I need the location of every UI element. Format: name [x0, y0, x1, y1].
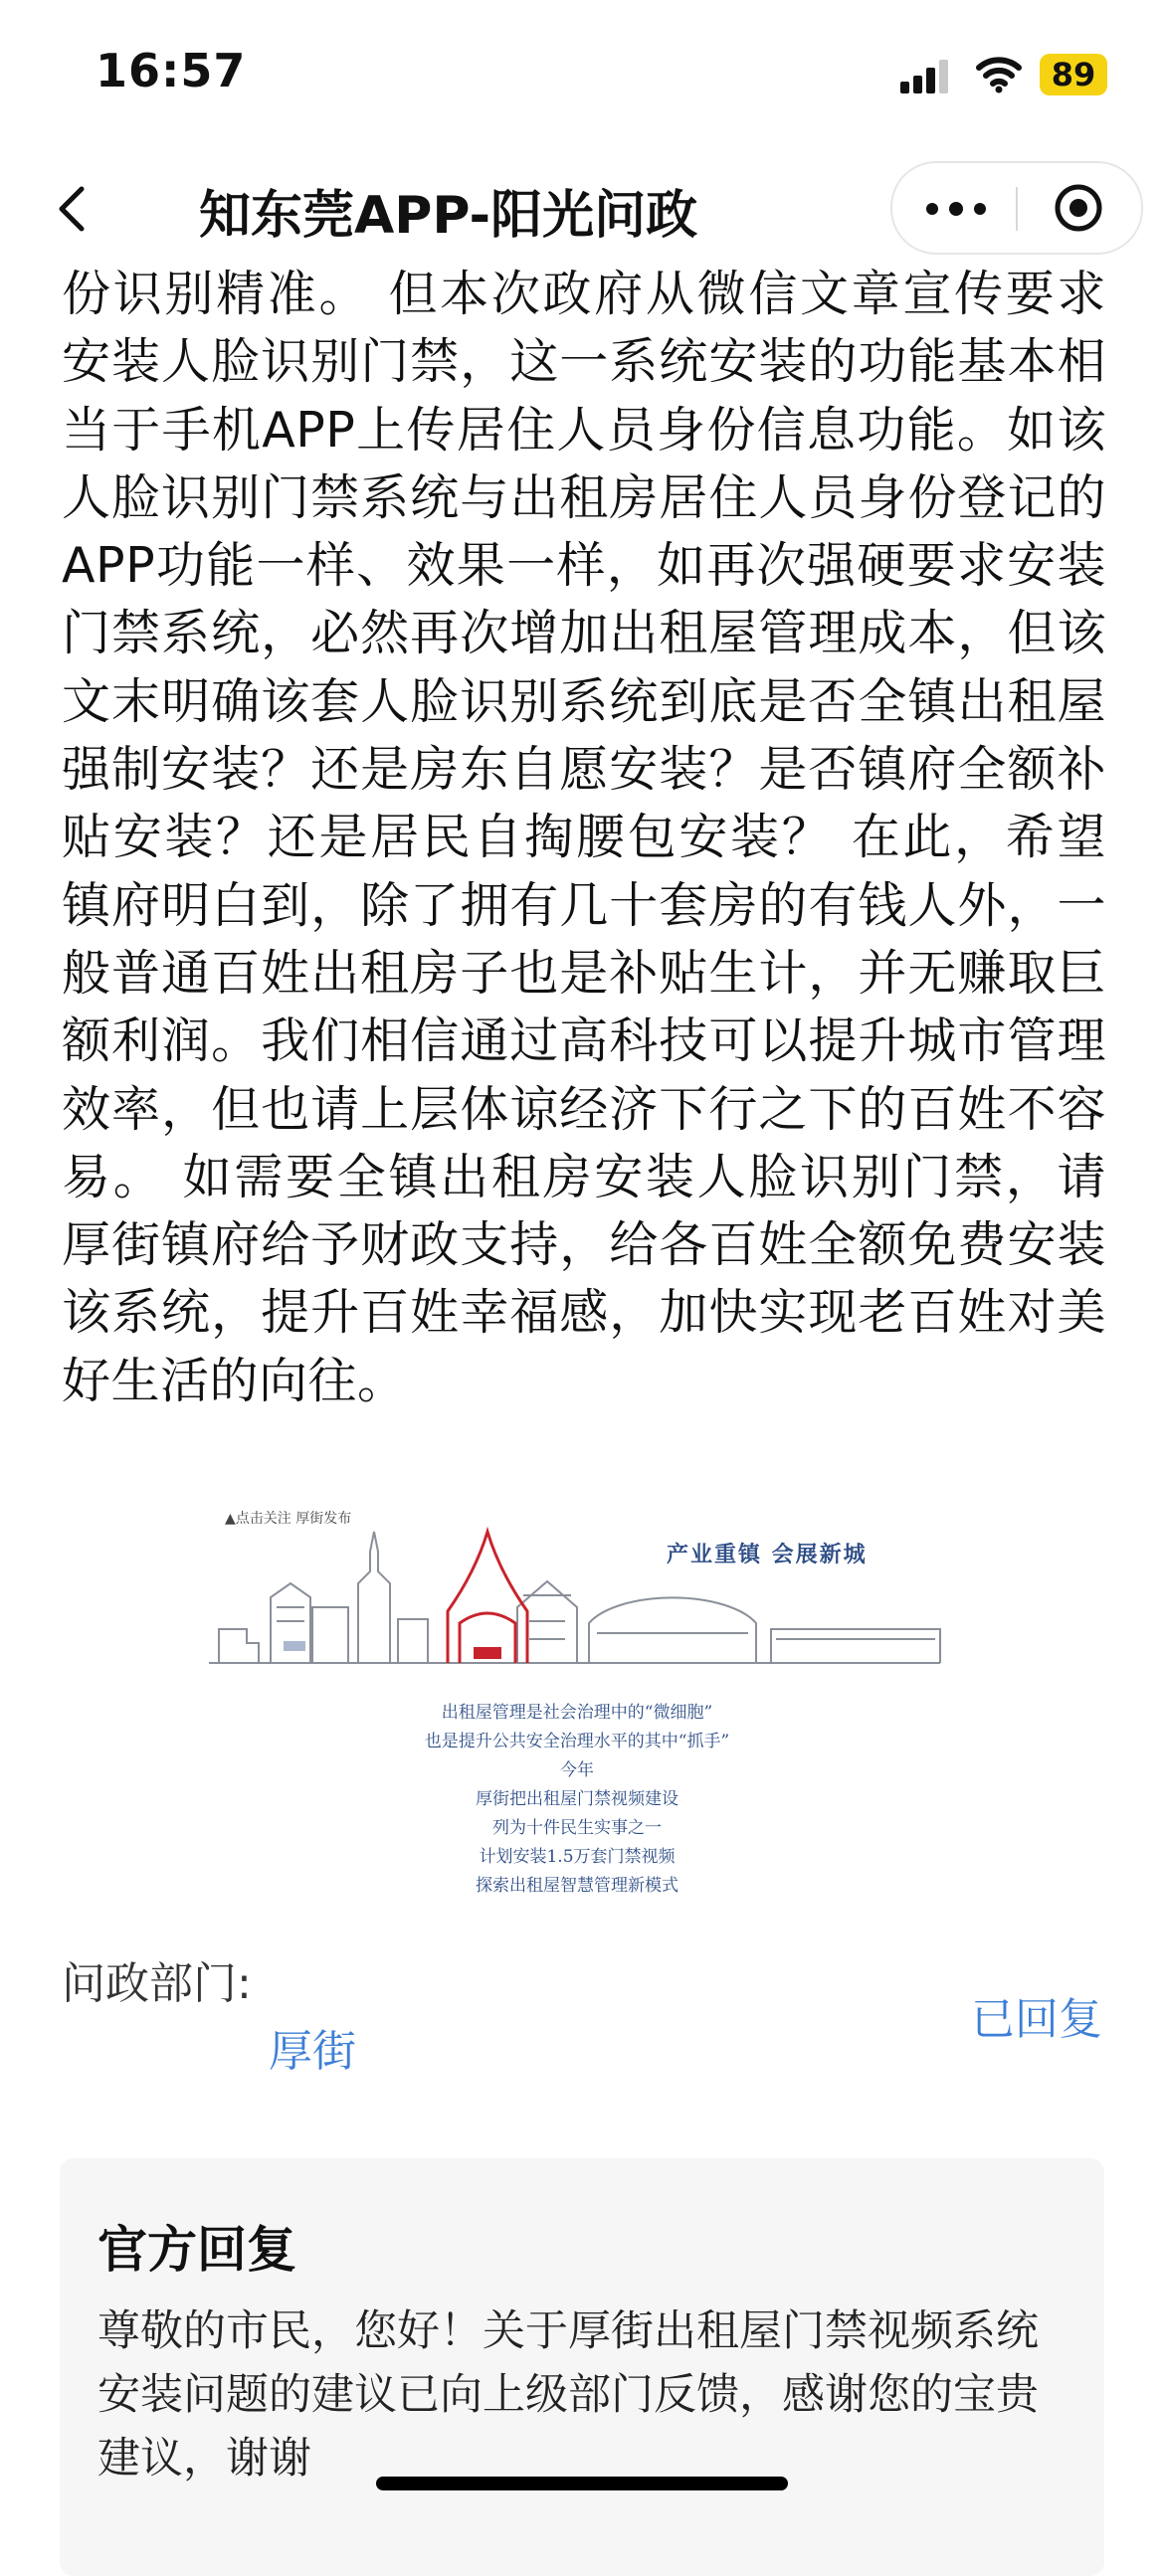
page-title: 知东莞APP-阳光问政: [199, 186, 698, 246]
official-reply-text: 尊敬的市民，您好！关于厚街出租屋门禁视频系统安装问题的建议已向上级部门反馈，感谢您的宝贵建议，谢谢: [97, 2306, 1039, 2484]
home-indicator[interactable]: [376, 2477, 788, 2490]
poster-line: 今年: [560, 1760, 594, 1780]
official-reply-card: [60, 2158, 1104, 2576]
skyline-illustration: [199, 1512, 955, 1681]
reply-status-badge: 已回复: [971, 1994, 1102, 2045]
target-circle-icon: [1054, 183, 1103, 233]
poster-line: 出租屋管理是社会治理中的“微细胞”: [441, 1703, 713, 1723]
mini-program-capsule: [890, 161, 1143, 255]
cellular-signal-icon: [900, 60, 950, 93]
department-label: 问政部门:: [62, 1958, 252, 2009]
article-image: [199, 1492, 955, 1910]
official-reply-title: 官方回复: [97, 2221, 296, 2279]
more-button[interactable]: [924, 201, 988, 215]
poster-line: 列为十件民生实事之一: [492, 1818, 662, 1838]
back-button[interactable]: [40, 171, 115, 247]
poster-line: 探索出租屋智慧管理新模式: [476, 1876, 679, 1896]
article-body: [62, 261, 1106, 1415]
article-text: 份识别精准。 但本次政府从微信文章宣传要求安装人脸识别门禁，这一系统安装的功能基本相当于手机APP上传居住人员身份信息功能。如该人脸识别门禁系统与出租房居住人员身份登记的APP功能一样、效果一样，如再次强硬要求安装门禁系统，必然再次增加出租屋管理成本，但该文末明确该套人脸识别系统到底是否全镇出租屋强制安装？还是房东自愿安装？是否镇府全额补贴安装？还是居民自掏腰包安装？ 在此，希望镇府明白到，除了拥有几十套房的有钱人外，一般普通百姓出租房子也是补贴生计，并无赚取巨额利润。我们相信通过高科技可以提升城市管理效率，但也请上层体谅经济下行之下的百姓不容易。 如需要全镇出租房安装人脸识别门禁，请厚街镇府给予财政支持，给各百姓全额免费安装该系统，提升百姓幸福感，加快实现老百姓对美好生活的向往。: [62, 266, 1106, 1409]
department-name-link[interactable]: 厚街: [269, 2026, 356, 2077]
poster-line: 厚街把出租屋门禁视频建设: [476, 1789, 679, 1809]
more-dots-icon: [924, 202, 988, 216]
close-button[interactable]: [1054, 183, 1103, 233]
poster-tagline-left: ▲点击关注 厚街发布: [225, 1511, 352, 1527]
poster-tagline-right: 产业重镇 会展新城: [667, 1542, 868, 1567]
title-bar: [0, 149, 1164, 269]
capsule-divider: [1016, 187, 1018, 231]
poster-line: 也是提升公共安全治理水平的其中“抓手”: [424, 1732, 730, 1751]
battery-indicator: 89: [1040, 54, 1107, 95]
wifi-icon: [975, 54, 1023, 93]
status-time: 16:57: [96, 44, 247, 97]
chevron-left-icon: [40, 171, 115, 247]
poster-text: [199, 1699, 955, 1901]
status-bar: [0, 0, 1164, 149]
poster-line: 计划安装1.5万套门禁视频: [479, 1847, 676, 1867]
